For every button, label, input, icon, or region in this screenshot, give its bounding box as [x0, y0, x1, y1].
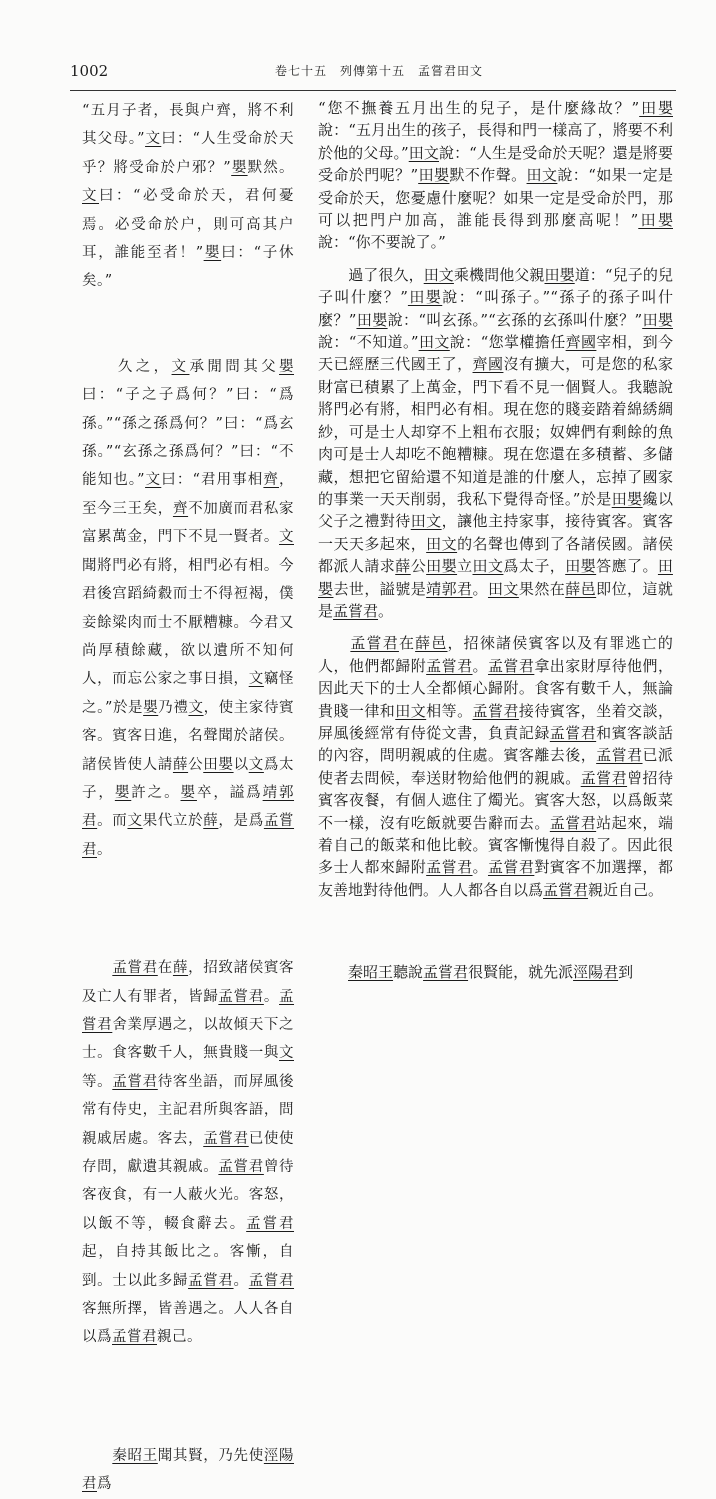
- text-run: 對賓客不加選擇，都友善地對待他們。人人都各自以爲: [318, 858, 673, 899]
- text-run: 曾待客夜食，有一人蔽火光。客怒，以飯不等，輟食辭去。: [82, 1159, 295, 1232]
- proper-name: 田嬰: [356, 310, 388, 329]
- classical-paragraph-1: [82, 97, 294, 296]
- proper-name: 孟嘗君: [112, 960, 158, 977]
- proper-name: 田嬰: [638, 211, 673, 230]
- text-run: [82, 1448, 112, 1464]
- text-run: 纔以父子之禮對待: [318, 489, 673, 531]
- text-run: 。: [472, 579, 488, 598]
- page-header: [70, 62, 676, 86]
- text-run: 。: [378, 601, 394, 620]
- text-run: 不加廣而君私家富累萬金，門下不見一賢者。: [82, 500, 295, 546]
- proper-name: 田文: [487, 579, 519, 598]
- proper-name: 田嬰: [611, 489, 643, 508]
- proper-name: 孟嘗君: [82, 813, 295, 858]
- proper-name: 孟嘗君: [188, 1272, 234, 1289]
- proper-name: 田嬰: [418, 166, 450, 185]
- text-run: ，使主家待賓客。賓客日進，名聲聞於諸侯。諸侯皆使人請: [82, 699, 295, 773]
- paragraph-gap: [82, 1352, 294, 1442]
- text-run: 說：“人生是受命於天呢？還是將要受命於門呢？”: [318, 143, 674, 185]
- text-run: 曰：“人生受命於天乎？將受命於户邪？”: [82, 131, 294, 176]
- text-run: 說：“您掌權擔任: [449, 333, 566, 352]
- text-run: 等。: [82, 1073, 113, 1090]
- text-run: 卒，謚爲: [196, 784, 263, 801]
- text-run: ，是爲: [218, 813, 264, 830]
- text-run: 起，自持其飯比之。客慚，自剄。士以此多歸: [82, 1244, 294, 1289]
- proper-name: 孟嘗君: [487, 656, 535, 675]
- proper-name: 秦昭王: [348, 963, 394, 982]
- text-run: 舍業厚遇之，以故傾天下之士。食客數千人，無貴賤一與: [82, 1016, 295, 1062]
- text-run: ，至今三王矣，: [82, 472, 295, 517]
- proper-name: 齊: [263, 472, 280, 489]
- text-run: 說：“不知道。”: [318, 333, 419, 352]
- text-run: 的名聲也傳到了各諸侯國。諸侯都派人請求: [318, 534, 673, 576]
- paragraph-gap: [82, 296, 294, 353]
- proper-name: 文: [82, 188, 100, 205]
- text-run: 聽說: [393, 963, 424, 982]
- proper-name: 孟嘗君: [549, 813, 597, 832]
- translation-paragraph-1: [318, 97, 673, 254]
- paragraph-gap: [82, 864, 294, 954]
- classical-paragraph-4: [82, 1442, 294, 1499]
- proper-name: 孟嘗君: [248, 1272, 295, 1289]
- proper-name: 田嬰: [565, 557, 597, 576]
- proper-name: 孟嘗君: [596, 746, 643, 765]
- proper-name: 齊國: [472, 355, 504, 374]
- proper-name: 孟嘗君: [112, 1329, 157, 1346]
- paragraph-gap: [318, 901, 673, 961]
- text-run: 。: [97, 841, 112, 858]
- text-run: 沒有擴大，可是您的私家財富已積累了上萬金，門下看不見一個賢人。我聽說將門必有將，相門必有相。現在您的賤妾踏着綿綉綢紗，可是士人却穿不上粗布衣服；奴婢們有剩餘的魚肉可是士人却吃不飽糟糠。現在您還在多積蓄、多儲藏，想把它留給還不知道是誰的什麼人，忘掉了國家的事業一天天削弱，我私下覺得奇怪。”於是: [318, 355, 673, 508]
- text-run: 爲太子，: [82, 756, 295, 801]
- proper-name: 薛: [172, 756, 189, 773]
- text-run: 到: [618, 963, 634, 982]
- text-run: 曾招待賓客夜餐，有個人遮住了燭光。賓客大怒，以爲飯菜不一樣，沒有吃飯就要告辭而去。: [318, 768, 673, 832]
- text-run: 在: [398, 634, 416, 653]
- text-run: 果代立於: [142, 813, 204, 830]
- text-run: 公: [188, 756, 204, 773]
- text-run: 。而: [97, 813, 128, 830]
- text-run: 在: [157, 960, 173, 977]
- proper-name: 孟嘗君: [580, 768, 628, 787]
- proper-name: 薛: [203, 813, 219, 830]
- text-run: 宰相，到今天已經歷三代國王了，: [318, 333, 673, 374]
- text-run: [318, 963, 348, 981]
- text-run: 很賢能，就先派: [468, 963, 574, 982]
- proper-name: 齊國: [565, 333, 597, 352]
- proper-name: 孟嘗君: [549, 723, 597, 742]
- text-run: 已派使者去問候，奉送財物給他們的親戚。: [318, 746, 673, 787]
- proper-name: 孟嘗君: [218, 988, 264, 1005]
- text-run: 聞將門必有將，相門必有相。今君後宫蹈綺縠而士不得裋褐，僕妾餘粱肉而士不厭糟糠。今君又尚厚積餘藏，欲以遺所不知何人，而忘公家之事日損，: [82, 557, 294, 688]
- text-run: ，招徠諸侯賓客以及有罪逃亡的人，他們都歸附: [318, 634, 673, 675]
- proper-name: 秦昭王: [112, 1447, 158, 1464]
- proper-name: 嬰: [279, 358, 295, 375]
- text-run: 聞其賢，乃先使: [157, 1447, 264, 1464]
- proper-name: 嬰: [231, 159, 248, 176]
- text-run: 默然。: [247, 159, 295, 176]
- text-run: “五月子者，長與户齊，將不利其父母。”: [82, 103, 294, 148]
- proper-name: 文: [248, 671, 264, 688]
- proper-name: 田嬰: [544, 265, 575, 284]
- text-run: 接待賓客，坐着交談，屏風後經常有侍從文書，負責記録: [318, 701, 673, 742]
- proper-name: 薛邑: [415, 634, 448, 653]
- text-run: 默不作聲。: [449, 166, 527, 185]
- proper-name: 薛: [395, 557, 411, 576]
- proper-name: 靖郭君: [426, 579, 473, 598]
- proper-name: 嬰: [203, 245, 222, 262]
- text-run: 久之，: [82, 358, 172, 375]
- text-run: 即位，這就是: [318, 579, 673, 620]
- text-run: 果然在: [518, 579, 566, 598]
- text-run: 相等。: [426, 701, 473, 720]
- proper-name: 田嬰: [318, 557, 673, 598]
- text-run: 竊怪之。”於是: [82, 671, 295, 716]
- proper-name: 文: [145, 131, 162, 148]
- proper-name: 孟嘗君: [203, 1130, 249, 1147]
- proper-name: 文: [279, 1045, 294, 1062]
- classical-text-column: [82, 97, 294, 1499]
- proper-name: 齊: [172, 500, 189, 517]
- proper-name: 文: [188, 699, 204, 716]
- translation-paragraph-4: [318, 961, 673, 983]
- text-run: ，招致諸侯賓客及亡人有罪者，皆歸: [82, 960, 295, 1005]
- proper-name: 涇陽君: [82, 1447, 295, 1493]
- text-run: 說：“叫孫子。”“孫子的孫子叫什麼？”: [318, 288, 673, 329]
- text-run: 待客坐語，而屏風後常有侍史，主記君所與客語，問親戚居處。客去，: [82, 1073, 295, 1147]
- text-run: “您不撫養五月出生的兒子，是什麼緣故？”: [318, 99, 640, 117]
- proper-name: 孟嘗君: [82, 988, 295, 1033]
- proper-name: 薛: [172, 960, 189, 977]
- text-run: 。: [472, 858, 488, 877]
- text-run: 以: [233, 756, 249, 773]
- proper-name: 田嬰: [639, 99, 673, 117]
- proper-name: 田文: [410, 512, 442, 531]
- proper-name: 孟嘗君: [426, 656, 473, 675]
- proper-name: 孟嘗君: [487, 858, 535, 877]
- text-run: 過了很久，: [318, 265, 424, 284]
- text-run: 去世，謚號是: [333, 579, 427, 598]
- text-run: 站起來，端着自己的飯菜和他比較。賓客慚愧得自殺了。因此很多士人都來歸附: [318, 813, 673, 877]
- proper-name: 田嬰: [407, 288, 443, 307]
- proper-name: 孟嘗君: [218, 1159, 264, 1175]
- proper-name: 文: [248, 756, 264, 773]
- proper-name: 孟嘗君: [246, 1215, 295, 1232]
- text-run: 客無所擇，皆善遇之。人人各自以爲: [82, 1301, 294, 1346]
- text-run: 乘機問他父親: [453, 265, 545, 284]
- proper-name: 孟嘗君: [423, 963, 469, 982]
- text-run: 。: [472, 656, 488, 675]
- proper-name: 田文: [408, 143, 439, 162]
- paragraph-gap: [318, 622, 673, 632]
- proper-name: 田文: [395, 701, 427, 720]
- text-run: 立: [457, 557, 473, 576]
- text-run: 和賓客談話的內容，問明親戚的住處。賓客離去後，: [318, 723, 673, 765]
- text-run: 爲太子，: [503, 557, 566, 576]
- running-head: 卷七十五 列傳第十五 孟嘗君田文: [275, 64, 484, 78]
- text-run: 乃禮: [158, 699, 189, 716]
- text-run: 許之。: [131, 784, 181, 801]
- header-rule: [70, 90, 676, 91]
- text-run: 公: [410, 557, 427, 576]
- proper-name: 孟嘗君: [333, 601, 379, 620]
- text-run: 道：“兒子的兒子叫什麼？”: [318, 265, 673, 307]
- proper-name: 涇陽君: [573, 963, 619, 982]
- translation-text-column: [318, 97, 673, 984]
- classical-paragraph-2: [82, 353, 294, 864]
- translation-paragraph-3: [318, 632, 673, 901]
- text-run: 拿出家財厚待他們，因此天下的士人全都傾心歸附。食客有數千人，無論貴賤一律和: [318, 656, 673, 720]
- classical-paragraph-3: [82, 954, 294, 1352]
- proper-name: 孟嘗君: [543, 880, 589, 899]
- text-run: ，讓他主持家事，接待賓客。賓客一天天多起來，: [318, 512, 673, 553]
- proper-name: 田文: [423, 265, 454, 284]
- proper-name: 嬰: [114, 784, 132, 801]
- text-run: 曰：“子之子爲何？”曰：“爲孫。”“孫之孫爲何？”曰：“爲玄孫。”“玄孫之孫爲何？”曰：“不能知也。”: [82, 387, 294, 489]
- text-run: 說：“如果一定是受命於天，您憂慮什麼呢？如果一定是受命於門，那可以把門户加高，誰能長得到那麼高呢！”: [318, 166, 673, 230]
- proper-name: 孟嘗君: [472, 701, 519, 720]
- proper-name: 孟嘗君: [350, 634, 399, 653]
- text-run: 說：“你不要說了。”: [318, 233, 446, 252]
- text-run: 曰：“必受命於天，君何憂焉。必受命於户，則可高其户耳，誰能至者！”: [82, 188, 294, 262]
- text-run: 已使使存問，獻遺其親戚。: [82, 1130, 295, 1175]
- proper-name: 田文: [426, 534, 458, 553]
- text-run: [318, 634, 350, 652]
- proper-name: 田文: [472, 557, 504, 576]
- proper-name: 田嬰: [203, 756, 234, 773]
- text-run: 。: [233, 1272, 249, 1289]
- text-run: 親己。: [157, 1329, 202, 1346]
- proper-name: 田文: [526, 166, 558, 185]
- proper-name: 孟嘗君: [426, 858, 473, 877]
- text-run: [82, 960, 112, 976]
- proper-name: 文: [279, 529, 294, 546]
- text-run: 曰：“君用事相: [161, 472, 264, 489]
- text-run: 說：“五月出生的孩子，長得和門一樣高了，將要不利於他的父母。”: [318, 121, 673, 162]
- text-run: 說：“叫玄孫。”“玄孫的玄孫叫什麼？”: [387, 310, 643, 329]
- text-run: 親近自己。: [588, 880, 664, 899]
- paragraph-gap: [318, 254, 673, 264]
- proper-name: 田嬰: [426, 557, 458, 576]
- page-number: 1002: [70, 62, 109, 80]
- proper-name: 田嬰: [642, 310, 673, 329]
- text-run: 曰：“子休矣。”: [82, 245, 295, 290]
- proper-name: 田文: [418, 333, 450, 352]
- proper-name: 孟嘗君: [112, 1073, 158, 1090]
- text-run: 。: [263, 988, 280, 1005]
- proper-name: 薛邑: [565, 579, 597, 598]
- proper-name: 靖郭君: [82, 784, 295, 830]
- text-run: 答應了。: [596, 557, 658, 576]
- proper-name: 文: [127, 813, 143, 830]
- proper-name: 嬰: [143, 699, 159, 716]
- proper-name: 嬰: [180, 784, 197, 801]
- proper-name: 文: [145, 472, 162, 489]
- proper-name: 文: [171, 358, 190, 375]
- text-run: 承閒問其父: [189, 358, 280, 375]
- text-run: 爲: [97, 1476, 112, 1493]
- translation-paragraph-2: [318, 264, 673, 623]
